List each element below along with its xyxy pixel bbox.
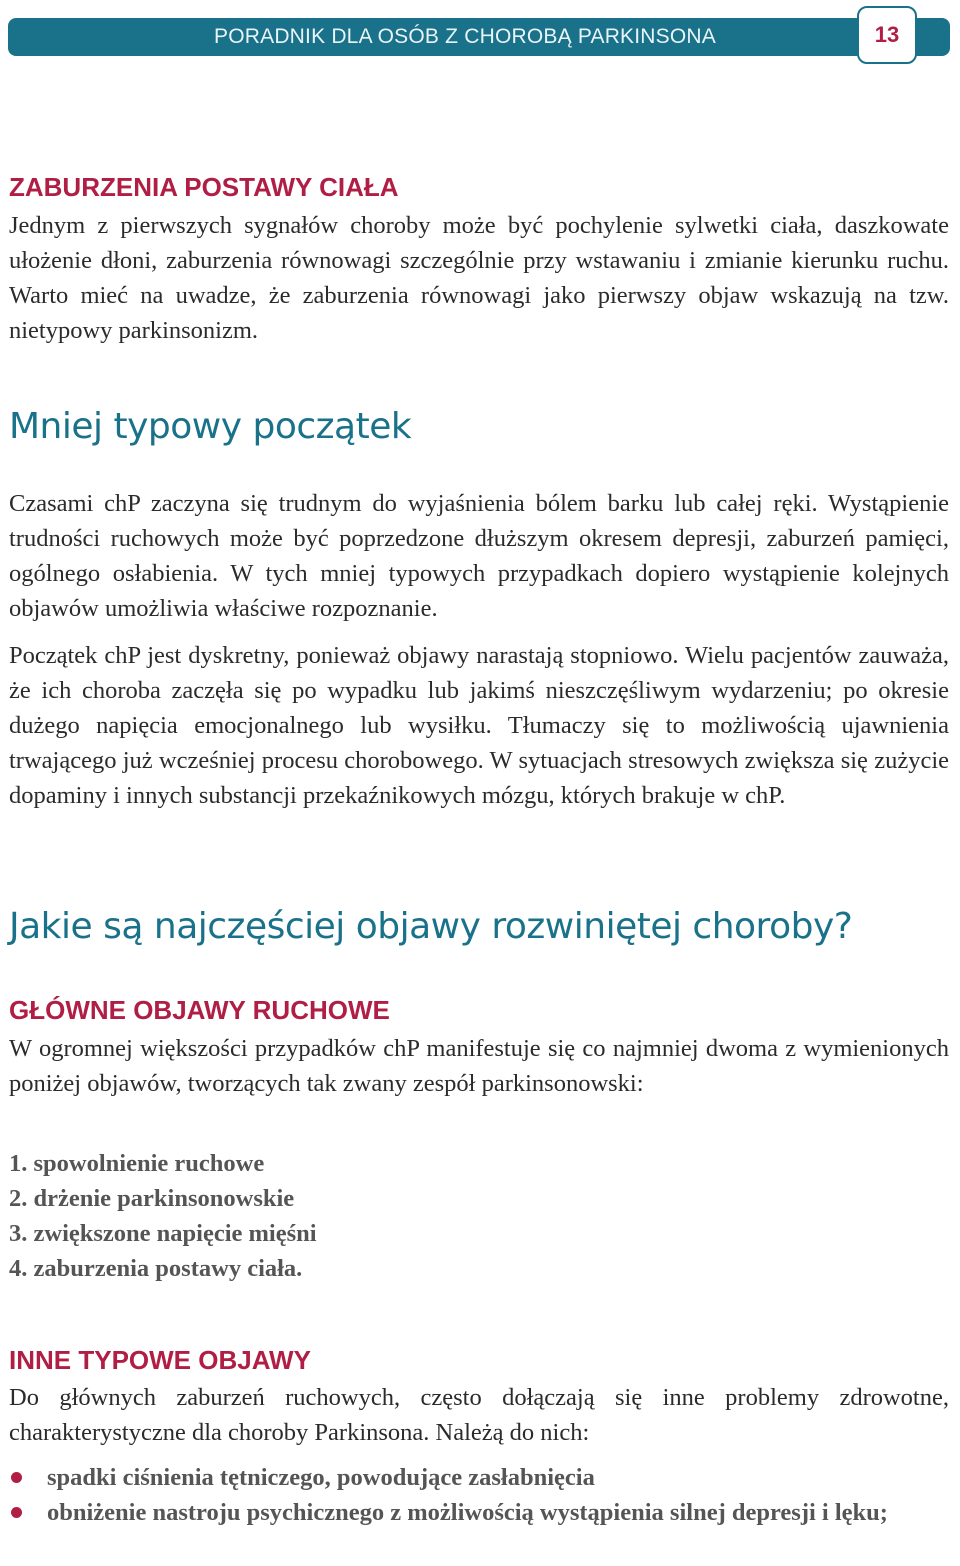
list-item: 4. zaburzenia postawy ciała. [9, 1255, 303, 1282]
page-number: 13 [857, 6, 917, 64]
list-item: 2. drżenie parkinsonowskie [9, 1185, 295, 1212]
paragraph-motor: W ogromnej większości przypadków chP manifestuje się co najmniej dwoma z wymienionych poniżej objawów, tworzących tak zwany zespół parkinsonowski: [9, 1035, 949, 1097]
bullet-icon [11, 1472, 22, 1483]
paragraph-atypical-1: Czasami chP zaczyna się trudnym do wyjaśnienia bólem barku lub całej ręki. Wystąpienie trudności ruchowych może być poprzedzone dłuższym okresem depresji, zaburzeń pamięci, ogólnego osłabienia. W tych mniej typowych przypadkach dopiero wystąpienie kolejnych objawów umożliwia właściwe rozpoznanie. [9, 490, 949, 622]
heading-atypical-onset: Mniej typowy początek [9, 406, 412, 447]
list-item: 3. zwiększone napięcie mięśni [9, 1220, 317, 1247]
paragraph-atypical-2: Początek chP jest dyskretny, ponieważ objawy narastają stopniowo. Wielu pacjentów zauważa, że ich choroba zaczęła się po wypadku lub jakimś nieszczęśliwym wydarzeniu; po okresie dużego napięcia emocjonalnego lub wysiłku. Tłumaczy się to możliwością ujawnienia trwającego już wcześniej procesu chorobowego. W sytuacjach stresowych zwiększa się zużycie dopaminy i innych substancji przekaźnikowych mózgu, których brakuje w chP. [9, 642, 949, 809]
header-title: PORADNIK DLA OSÓB Z CHOROBĄ PARKINSONA [214, 25, 716, 48]
list-item-text: spadki ciśnienia tętniczego, powodujące zasłabnięcia [47, 1464, 595, 1491]
paragraph-other: Do głównych zaburzeń ruchowych, często dołączają się inne problemy zdrowotne, charakterystyczne dla choroby Parkinsona. Należą do nich: [9, 1384, 949, 1446]
other-symptoms-list [9, 1460, 949, 1530]
bullet-icon [11, 1507, 22, 1518]
heading-symptoms: Jakie są najczęściej objawy rozwiniętej choroby? [9, 906, 853, 947]
motor-symptoms-list [9, 1146, 317, 1286]
heading-motor-symptoms: GŁÓWNE OBJAWY RUCHOWE [9, 995, 390, 1025]
list-item: 1. spowolnienie ruchowe [9, 1150, 265, 1177]
heading-posture: ZABURZENIA POSTAWY CIAŁA [9, 172, 399, 202]
heading-other-symptoms: INNE TYPOWE OBJAWY [9, 1345, 311, 1375]
paragraph-posture: Jednym z pierwszych sygnałów choroby może być pochylenie sylwetki ciała, daszkowate ułożenie dłoni, zaburzenia równowagi szczególnie przy wstawaniu i zmianie kierunku ruchu. Warto mieć na uwadze, że zaburzenia równowagi jako pierwszy objaw wskazują na tzw. nietypowy parkinsonizm. [9, 212, 949, 344]
list-item [9, 1460, 949, 1495]
list-item [9, 1495, 949, 1530]
list-item-text: obniżenie nastroju psychicznego z możliwością wystąpienia silnej depresji i lęku; [47, 1499, 888, 1526]
